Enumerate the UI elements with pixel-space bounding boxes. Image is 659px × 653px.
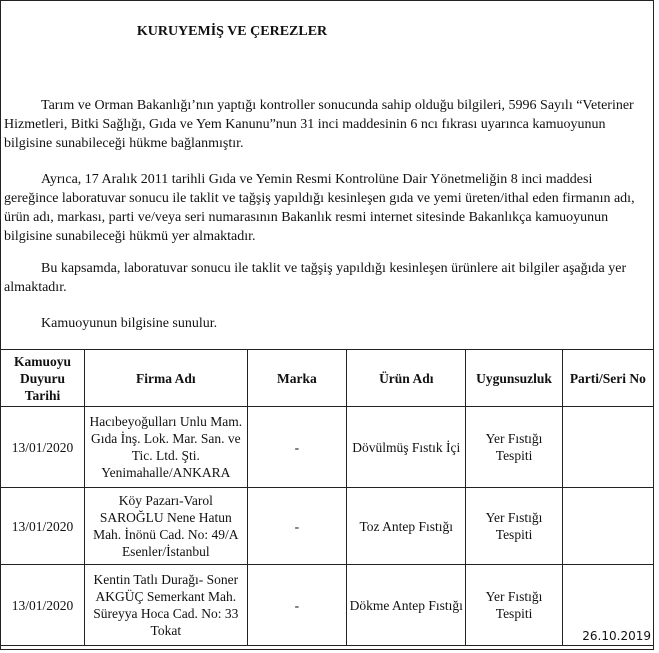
cell-product: Dövülmüş Fıstık İçi <box>347 407 466 488</box>
table-header-row <box>1 350 654 407</box>
paragraph-text: Kamuoyunun bilgisine sunulur. <box>41 316 218 331</box>
table-row <box>1 565 654 646</box>
paragraph-scope <box>4 259 650 297</box>
cell-lot <box>562 488 653 565</box>
cell-product: Toz Antep Fıstığı <box>347 488 466 565</box>
paragraph-closing <box>4 314 650 333</box>
date-stamp: 26.10.2019 <box>582 629 651 643</box>
header-nonconformity: Uygunsuzluk <box>466 350 562 407</box>
paragraph-text: Tarım ve Orman Bakanlığı’nın yaptığı kontroller sonucunda sahip olduğu bilgileri, 5996 Sayılı “Veteriner Hizmetleri, Bitki Sağlığı, Gıda ve Yem Kanunu”nun 31 inci maddesinin 6 ncı fıkrası uyarınca kamuoyunun bilgisine sunabileceği hükme bağlanmıştır. <box>4 98 634 151</box>
header-product-name: Ürün Adı <box>347 350 466 407</box>
table-row <box>1 488 654 565</box>
paragraph-intro <box>4 96 650 153</box>
cell-firm: Köy Pazarı-Varol SAROĞLU Nene Hatun Mah. İnönü Cad. No: 49/A Esenler/İstanbul <box>84 488 247 565</box>
cell-firm: Hacıbeyoğulları Unlu Mam. Gıda İnş. Lok. Mar. San. ve Tic. Ltd. Şti. Yenimahalle/ANKARA <box>84 407 247 488</box>
header-announcement-date: Kamuoyu Duyuru Tarihi <box>1 350 85 407</box>
cell-lot <box>562 407 653 488</box>
cell-nonconformity: Yer Fıstığı Tespiti <box>466 565 562 646</box>
header-brand: Marka <box>247 350 347 407</box>
header-lot-number: Parti/Seri No <box>562 350 653 407</box>
table-row <box>1 407 654 488</box>
cell-nonconformity: Yer Fıstığı Tespiti <box>466 407 562 488</box>
cell-lot <box>562 565 653 646</box>
document-title: KURUYEMİŞ VE ÇEREZLER <box>136 24 328 39</box>
cell-nonconformity: Yer Fıstığı Tespiti <box>466 488 562 565</box>
paragraph-text: Ayrıca, 17 Aralık 2011 tarihli Gıda ve Yemin Resmi Kontrolüne Dair Yönetmeliğin 8 inci maddesi gereğince laboratuvar sonucu ile taklit ve tağşiş yapıldığı kesinleşen gıda ve yemi üreten/ithal eden firmanın adı, ürün adı, markası, parti ve/veya seri numarasının Bakanlık resmi internet sitesinde Bakanlıkça kamuoyunun bilgisine sunabileceği hükmü yer almaktadır. <box>4 172 635 244</box>
cell-date: 13/01/2020 <box>1 407 85 488</box>
cell-brand: - <box>247 488 347 565</box>
cell-date: 13/01/2020 <box>1 488 85 565</box>
cell-product: Dökme Antep Fıstığı <box>347 565 466 646</box>
cell-firm: Kentin Tatlı Durağı- Soner AKGÜÇ Semerkant Mah. Süreyya Hoca Cad. No: 33 Tokat <box>84 565 247 646</box>
products-table <box>0 349 654 646</box>
cell-brand: - <box>247 565 347 646</box>
header-firm-name: Firma Adı <box>84 350 247 407</box>
paragraph-text: Bu kapsamda, laboratuvar sonucu ile taklit ve tağşiş yapıldığı kesinleşen ürünlere ait bilgiler aşağıda yer almaktadır. <box>4 261 627 295</box>
cell-brand: - <box>247 407 347 488</box>
cell-date: 13/01/2020 <box>1 565 85 646</box>
paragraph-regulation <box>4 170 650 246</box>
